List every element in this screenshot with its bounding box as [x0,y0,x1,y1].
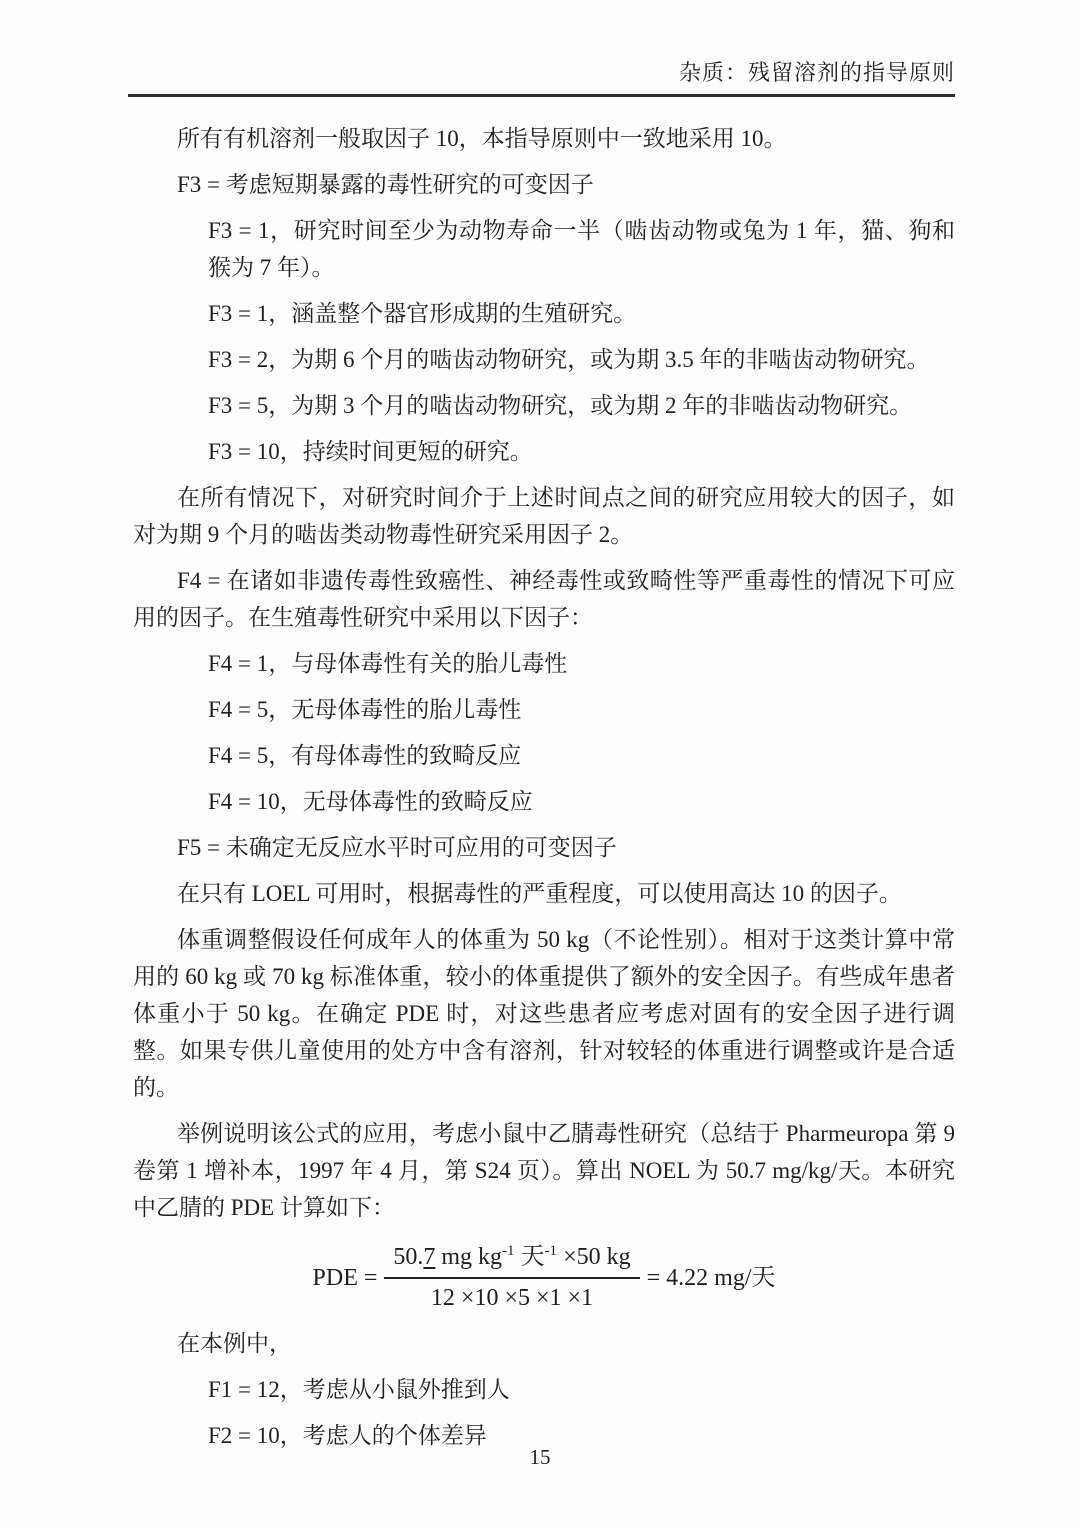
formula-numerator-day: 天 [514,1244,545,1270]
formula-fraction [384,1242,639,1313]
document-body [133,120,955,1463]
paragraph: 举例说明该公式的应用，考虑小鼠中乙腈毒性研究（总结于 Pharmeuropa 第 9 卷第 1 增补本，1997 年 4 月，第 S24 页）。算出 NOEL 为 50.7 mg/kg/天。本研究中乙腈的 PDE 计算如下： [133,1121,955,1220]
header-rule [128,94,955,97]
paragraph: 在所有情况下，对研究时间介于上述时间点之间的研究应用较大的因子，如对为期 9 个月的啮齿类动物毒性研究采用因子 2。 [133,485,955,547]
formula-numerator-text: 50. [393,1244,424,1270]
paragraph: 体重调整假设任何成年人的体重为 50 kg（不论性别）。相对于这类计算中常用的 60 kg 或 70 kg 标准体重，较小的体重提供了额外的安全因子。有些成年患者体重小于 50 kg。在确定 PDE 时，对这些患者应考虑对固有的安全因子进行调整。如果专供儿童使用的处方中含有溶剂，针对较轻的体重进行调整或许是合适的。 [133,927,955,1100]
paragraph: F3 = 5，为期 3 个月的啮齿动物研究，或为期 2 年的非啮齿动物研究。 [208,393,913,418]
body-paragraphs-before-formula [133,120,955,1226]
formula-superscript-minus1-kg: -1 [502,1243,515,1259]
page-number: 15 [529,1445,551,1469]
page-footer [0,1445,1080,1470]
formula-result: = 4.22 mg/天 [646,1264,776,1291]
formula-numerator-underlined-digit: 7 [423,1244,436,1270]
pde-formula [133,1242,955,1313]
formula-numerator-weight: ×50 kg [557,1244,631,1270]
formula-denominator: 12 ×10 ×5 ×1 ×1 [384,1277,639,1313]
paragraph: 所有有机溶剂一般取因子 10，本指导原则中一致地采用 10。 [177,126,787,151]
formula-lhs: PDE = [312,1264,378,1291]
paragraph: F3 = 2，为期 6 个月的啮齿动物研究，或为期 3.5 年的非啮齿动物研究。 [208,347,930,372]
paragraph: F3 = 1，研究时间至少为动物寿命一半（啮齿动物或兔为 1 年，猫、狗和猴为 7 年）。 [208,218,955,280]
paragraph: F5 = 未确定无反应水平时可应用的可变因子 [177,835,617,860]
paragraph: F1 = 12，考虑从小鼠外推到人 [208,1377,510,1402]
paragraph: 在只有 LOEL 可用时，根据毒性的严重程度，可以使用高达 10 的因子。 [177,881,902,906]
paragraph: 在本例中， [177,1331,292,1356]
formula-numerator [384,1242,639,1277]
running-head-title: 杂质：残留溶剂的指导原则 [678,60,955,85]
paragraph: F3 = 10，持续时间更短的研究。 [208,439,533,464]
paragraph: F4 = 5，无母体毒性的胎儿毒性 [208,697,522,722]
page-header [128,56,955,97]
formula-numerator-units: mg kg [435,1244,503,1270]
paragraph: F4 = 10，无母体毒性的致畸反应 [208,789,533,814]
paragraph: F4 = 1，与母体毒性有关的胎儿毒性 [208,651,568,676]
body-paragraphs-after-formula [133,1325,955,1454]
paragraph: F3 = 1，涵盖整个器官形成期的生殖研究。 [208,301,637,326]
paragraph: F4 = 在诸如非遗传毒性致癌性、神经毒性或致畸性等严重毒性的情况下可应用的因子。在生殖毒性研究中采用以下因子： [133,568,955,630]
paragraph: F2 = 10，考虑人的个体差异 [208,1423,487,1448]
paragraph: F3 = 考虑短期暴露的毒性研究的可变因子 [177,172,594,197]
paragraph: F4 = 5，有母体毒性的致畸反应 [208,743,522,768]
formula-superscript-minus1-day: -1 [544,1243,558,1259]
